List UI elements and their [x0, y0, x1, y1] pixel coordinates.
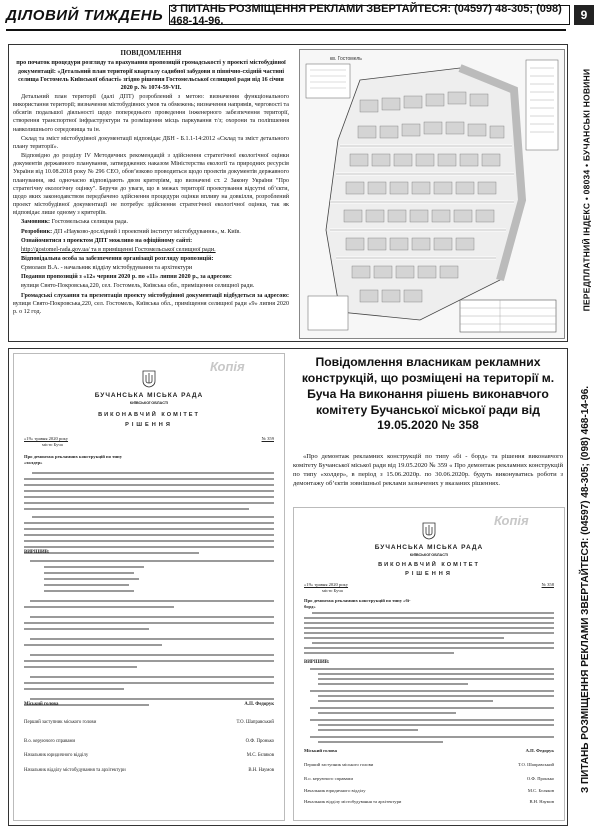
trident-crest-icon: [142, 370, 156, 388]
address-2: вулиця Свято-Покровська,220, сел. Гостомель, Київська обл., приміщення селищної ради «9» липня 2020 р. о 12 год.: [13, 300, 289, 315]
signature-block: [304, 748, 554, 805]
signer-name: В.Н. Наумов: [529, 798, 554, 804]
decision-359-scan: [13, 353, 285, 821]
dpt-notice-box: [8, 44, 568, 342]
signer-name: А.П. Федорук: [525, 748, 554, 753]
notice-heading: ПОВІДОМЛЕННЯ: [120, 49, 182, 57]
decision-body-lines: [24, 472, 274, 558]
council-region: КИЇВСЬКОЇ ОБЛАСТІ: [129, 401, 169, 405]
responsible-value: Єрмолаєв В.А. - начальник відділу містобудування та архітектури: [21, 265, 193, 272]
signer-role: Перший заступник міського голови: [24, 720, 97, 726]
decision-number: № 359: [261, 436, 274, 441]
plan-drawing: [300, 50, 564, 338]
signer-name: Т.О. Шаправський: [518, 762, 554, 768]
page-header: [6, 4, 594, 26]
decision-body-lines: [304, 612, 554, 657]
dpt-notice-text: [13, 49, 289, 317]
developer-label: Розробник:: [21, 228, 53, 235]
developer-value: ДП «Науково-дослідний і проектний інститут містобудування», м. Київ.: [53, 228, 241, 235]
map-caption: кв. Гостомель: [330, 56, 362, 62]
spine-top: [574, 30, 598, 350]
decided-label: ВИРІШИВ:: [24, 550, 50, 555]
signer-role: В.о. керуючого справами: [304, 776, 353, 782]
decision-subject: Про демонтаж рекламних конструкцій по типу «бі-борд»: [304, 598, 411, 610]
notice-paragraph-2: Склад та зміст містобудівної документації відповідає ДБН - Б.1.1-14:2012 «Склад та зміст детального плану території».: [13, 135, 289, 150]
decision-date: «19» травня 2020 року: [304, 582, 349, 587]
notice-paragraph-1: Детальний план території (далі ДПТ) розроблений з метою: визначення функціонального використання території; визначення містобудівних умов та обмежень; визначення напрямів, черговості та обсягів подальшої діяльності щодо попереднього проведення інженерного забезпечення території, створення транспортної інфраструктури та розміщення місць паркування т/з; охорони та поліпшення навколишнього середовища та ін.: [13, 94, 289, 133]
signer-name: О.Ф. Пронько: [245, 738, 274, 744]
decision-title: РІШЕННЯ: [405, 571, 453, 577]
decision-number: № 358: [541, 582, 554, 587]
signer-role: В.о. керуючого справами: [24, 738, 76, 744]
ad-notice-title: Повідомлення власникам рекламних конструкцій, що розміщені на території м. Буча На виконання рішень виконавчого комітету Бучанської міської ради від 19.05.2020 № 358: [301, 355, 555, 433]
header-rule: [6, 29, 566, 31]
signer-name: А.П. Федорук: [244, 702, 274, 707]
customer-value: Гостомельська селищна рада.: [51, 219, 129, 226]
decision-358-scan: [293, 507, 565, 821]
signer-role: Міський голова: [304, 748, 337, 753]
decision-title: РІШЕННЯ: [125, 422, 173, 428]
review-url-link[interactable]: http://gostomel-rada.gov.ua/ та в приміщенні Гостомельської селищної ради.: [21, 246, 216, 253]
hearing-text: Громадські слухання та презентація проекту містобудівної документації відбудеться за адресою:: [21, 292, 289, 299]
newspaper-brand: ДІЛОВИЙ ТИЖДЕНЬ: [6, 6, 164, 24]
page-number: 9: [574, 5, 594, 25]
executive-committee: ВИКОНАВЧИЙ КОМІТЕТ: [378, 562, 480, 568]
customer-label: Замовник:: [21, 219, 51, 226]
address-1: вулиця Свято-Покровська,220, сел. Гостомель, Київська обл., приміщення селищної ради.: [21, 283, 255, 290]
responsible-label: Відповідальна особа за забезпечення організації розгляду пропозицій:: [21, 255, 214, 262]
ad-notice-lead: «Про демонтаж рекламних конструкцій по типу «бі - борд» та рішення виконавчого комітету Бучанської міської ради від 19.05.2020 № 359 « Про демонтаж рекламних конструкцій по типу «холдер», в період з 15.06.2020р. по 30.06.2020р. будуть виконуватись роботи з демонтажу об’єктів зовнішньої реклами зазначених у вказаних рішеннях.: [293, 453, 563, 487]
signer-role: Начальник відділу містобудування та архітектури: [304, 798, 402, 804]
copy-watermark: Копія: [494, 513, 529, 528]
review-label: Ознайомитися з проектом ДПТ можливо на офіційному сайті:: [21, 237, 193, 244]
executive-committee: ВИКОНАВЧИЙ КОМІТЕТ: [98, 412, 200, 418]
trident-crest-icon: [422, 522, 436, 540]
ad-contact-bar: З ПИТАНЬ РОЗМІЩЕННЯ РЕКЛАМИ ЗВЕРТАЙТЕСЯ: (04597) 48-305; (098) 468-14-96.: [169, 5, 570, 25]
signer-role: Перший заступник міського голови: [304, 762, 374, 768]
deadline-text: Подання пропозицій з «12» червня 2020 р. по «11» липня 2020 р., за адресою:: [21, 274, 232, 281]
spine-subscription-label: ПЕРЕДПЛАТНИЙ ІНДЕКС • 08034 • БУЧАНСЬКІ НОВИНИ: [581, 68, 592, 312]
signer-role: Начальник відділу містобудування та архітектури: [24, 767, 126, 773]
decision-city: місто Буча: [322, 588, 343, 593]
detailed-plan-map: [299, 49, 565, 339]
spine-ad-contact: З ПИТАНЬ РОЗМІЩЕННЯ РЕКЛАМИ ЗВЕРТАЙТЕСЯ: (04597) 48-305; (098) 468-14-96.: [580, 385, 592, 793]
decided-items: [24, 560, 274, 710]
signer-name: В.Н. Наумов: [248, 767, 274, 773]
council-region: КИЇВСЬКОЇ ОБЛАСТІ: [409, 553, 449, 557]
signer-name: М.С. Бєляков: [246, 753, 274, 759]
decided-items: [304, 668, 554, 746]
signer-name: Т.О. Шаправський: [236, 720, 274, 726]
spine-bottom: [574, 352, 598, 826]
signer-role: Начальник юридичного відділу: [304, 787, 366, 793]
signer-name: О.Ф. Пронько: [526, 776, 554, 782]
decision-date: «19» травня 2020 року: [24, 436, 69, 441]
decision-city: місто Буча: [42, 442, 63, 447]
signature-block: [24, 702, 274, 774]
signer-name: М.С. Бєляков: [527, 787, 554, 793]
signer-role: Міський голова: [24, 702, 59, 707]
council-name: БУЧАНСЬКА МІСЬКА РАДА: [374, 544, 484, 551]
ad-demolition-box: [8, 348, 568, 826]
signer-role: Начальник юридичного відділу: [24, 753, 89, 759]
notice-subheading: про початок процедури розгляду та врахування пропозицій громадськості у проекті містобудівної документації: «Детальний план території кварталу садибної забудови в північно-східній частині селища Гостомель Київської області» згідно рішення Гостомельської селищної ради від 16 січня 2020 р. № 1074-59-VII.: [16, 60, 286, 91]
notice-paragraph-3: Відповідно до розділу IV Методичних рекомендацій з здійснення стратегічної екологічної оцінки документів державного планування, затверджених наказом Міністерства екології та природних ресурсів України від 10.08.2018 року № 296 СЕО, обов’язково проводиться щодо проектів документів державного планування, які одночасно відповідають двом критеріям, що визначені ст. 2 Закону України "Про стратегічну екологічну оцінку". Беручи до уваги, що в межах території проектування відсутні об’єкти, щодо яких законодавством передбачено здійснення процедури оцінки впливу на довкілля, розроблений проект містобудівної документації не потребує здійснення стратегічної екологічної оцінки, так як відповідає лише одному з критеріїв.: [13, 153, 289, 217]
decided-label: ВИРІШИВ:: [304, 660, 330, 665]
copy-watermark: Копія: [210, 359, 245, 374]
council-name: БУЧАНСЬКА МІСЬКА РАДА: [94, 392, 204, 399]
decision-subject: Про демонтаж рекламних конструкцій по типу «холдер»: [24, 454, 122, 466]
